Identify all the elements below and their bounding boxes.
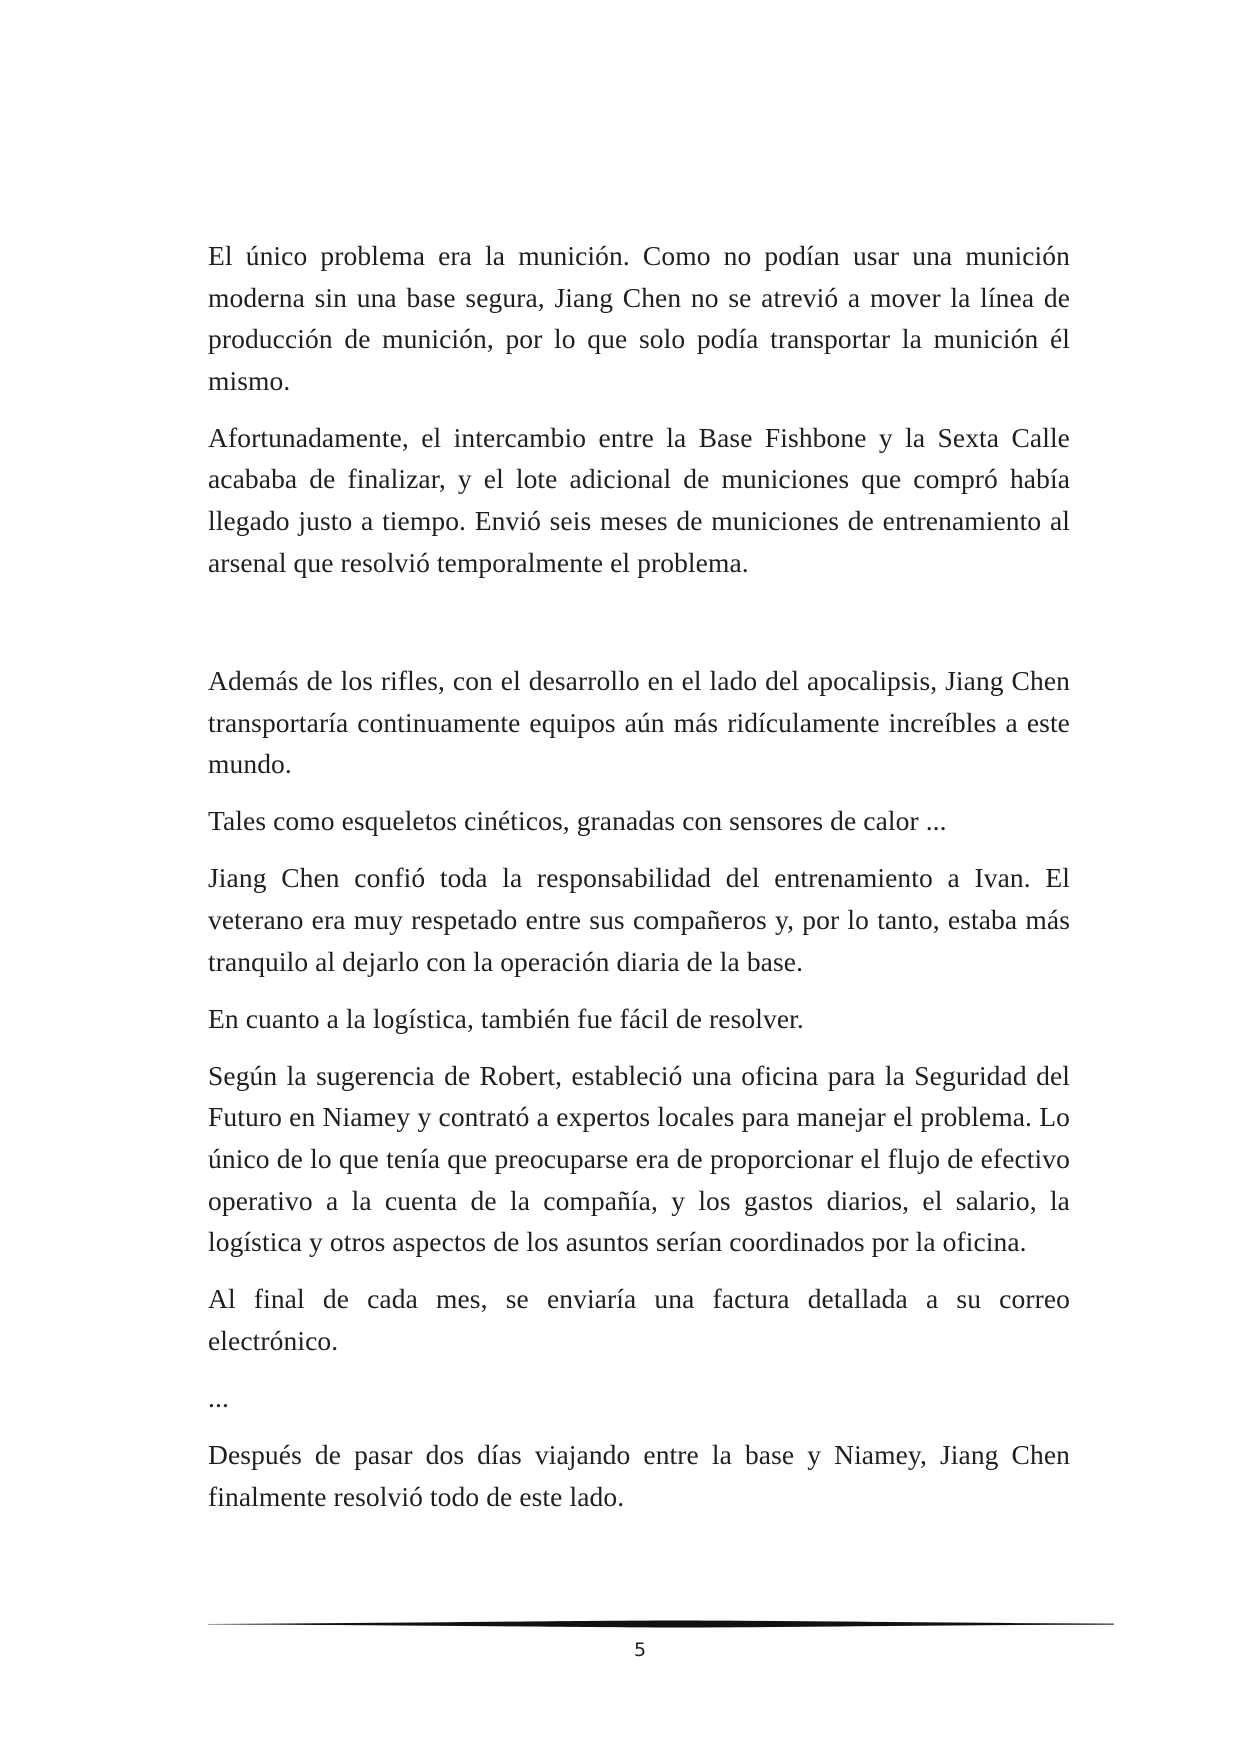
- paragraph: Jiang Chen confió toda la responsabilidad del entrenamiento a Ivan. El veterano era muy respetado entre sus compañeros y, por lo tanto, estaba más tranquilo al dejarlo con la operación diaria de la base.: [208, 862, 1070, 977]
- paragraph: El único problema era la munición. Como no podían usar una munición moderna sin una base segura, Jiang Chen no se atrevió a mover la línea de producción de munición, por lo que solo podía transportar la munición él mismo.: [208, 240, 1070, 396]
- text-section-1: [208, 235, 1070, 599]
- page-number: 5: [633, 1639, 647, 1661]
- paragraph: En cuanto a la logística, también fue fácil de resolver.: [208, 1002, 804, 1034]
- paragraph: Tales como esqueletos cinéticos, granadas con sensores de calor ...: [208, 805, 947, 837]
- paragraph: ...: [208, 1381, 229, 1413]
- paragraph: Afortunadamente, el intercambio entre la Base Fishbone y la Sexta Calle acababa de finalizar, y el lote adicional de municiones que compró había llegado justo a tiempo. Envió seis meses de municiones de entrenamiento al arsenal que resolvió temporalmente el problema.: [208, 421, 1070, 578]
- paragraph: Según la sugerencia de Robert, estableció una oficina para la Seguridad del Futuro en Niamey y contrató a expertos locales para manejar el problema. Lo único de lo que tenía que preocuparse era de proporcionar el flujo de efectivo operativo a la cuenta de la compañía, y los gastos diarios, el salario, la logística y otros aspectos de los asuntos serían coordinados por la oficina.: [208, 1059, 1070, 1258]
- paragraph: Al final de cada mes, se enviaría una factura detallada a su correo electrónico.: [208, 1283, 1070, 1356]
- paragraph: Después de pasar dos días viajando entre la base y Niamey, Jiang Chen finalmente resolvió todo de este lado.: [208, 1439, 1070, 1512]
- text-section-2: [208, 660, 1070, 1533]
- footer-divider: [208, 1619, 1114, 1629]
- paragraph: Además de los rifles, con el desarrollo en el lado del apocalipsis, Jiang Chen transportaría continuamente equipos aún más ridículamente increíbles a este mundo.: [208, 665, 1070, 780]
